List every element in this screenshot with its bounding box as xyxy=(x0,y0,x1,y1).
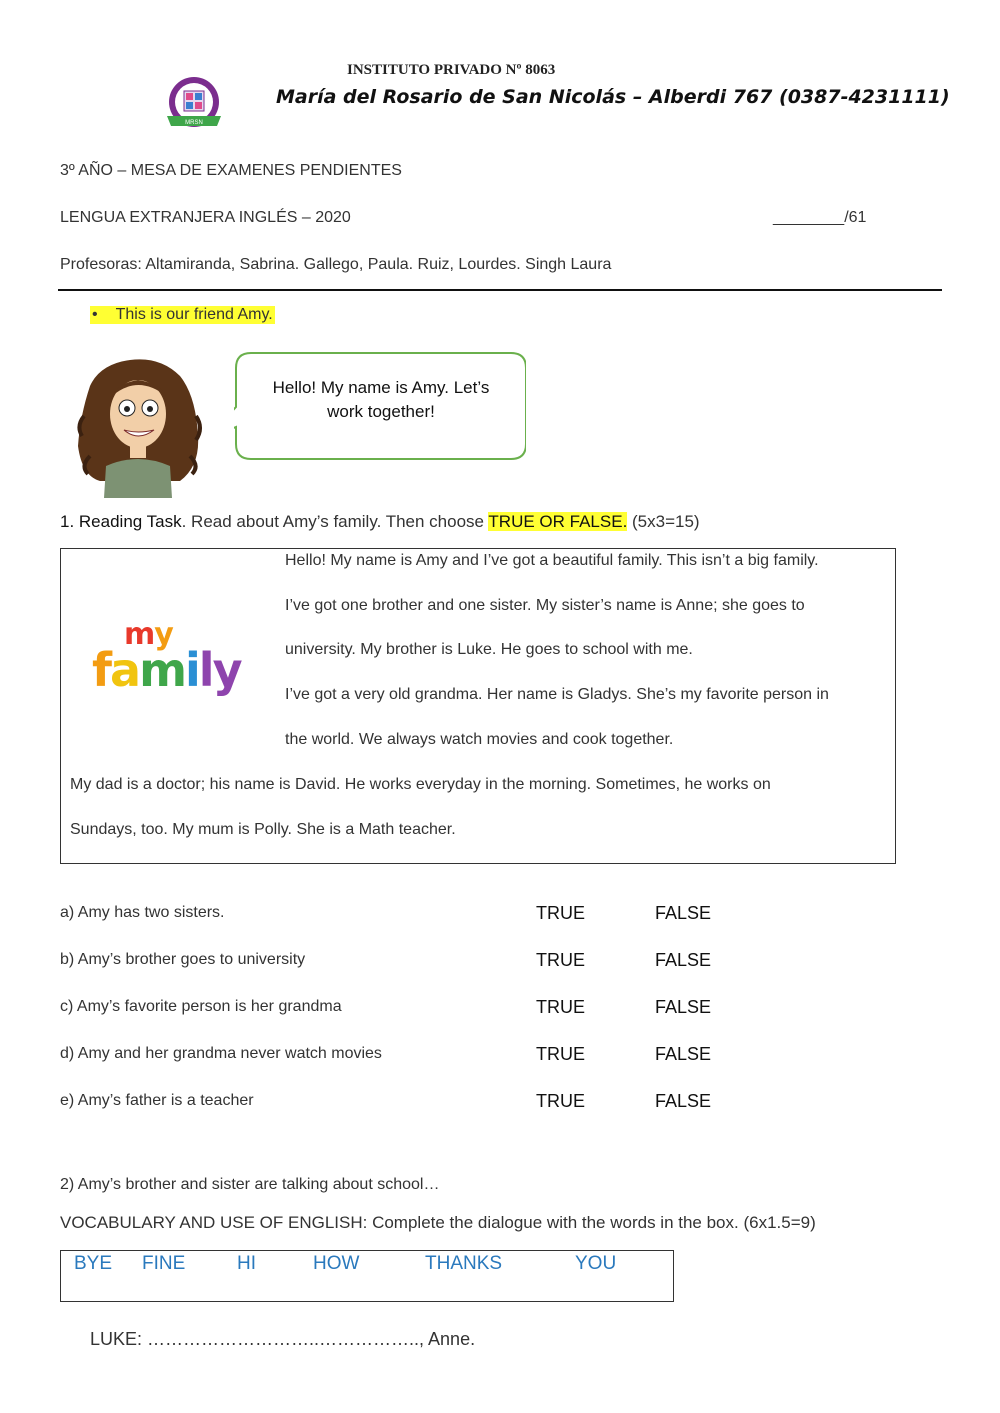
word-bye: BYE xyxy=(74,1253,113,1274)
true-false-highlight: TRUE OR FALSE. xyxy=(488,512,628,531)
word-you: YOU xyxy=(575,1253,617,1274)
amy-illustration xyxy=(70,356,210,498)
dialogue-line-luke[interactable]: LUKE: ………………………..…………….., Anne. xyxy=(90,1329,476,1349)
reading-task-heading xyxy=(60,512,700,532)
logo-my: my xyxy=(124,617,173,652)
reading-task-instruction: . Read about Amy’s family. Then choose xyxy=(181,512,489,531)
false-option-e[interactable]: FALSE xyxy=(655,1091,712,1111)
word-fine: FINE xyxy=(142,1253,186,1274)
word-thanks: THANKS xyxy=(425,1253,503,1274)
subject-line: LENGUA EXTRANJERA INGLÉS – 2020 xyxy=(60,209,351,226)
false-option-b[interactable]: FALSE xyxy=(655,950,712,970)
true-option-a[interactable]: TRUE xyxy=(536,903,585,923)
question-e: e) Amy’s father is a teacher xyxy=(60,1092,254,1109)
speech-bubble-text: Hello! My name is Amy. Let’s work together! xyxy=(272,378,490,421)
false-option-d[interactable]: FALSE xyxy=(655,1044,712,1064)
paragraph-line: Sundays, too. My mum is Polly. She is a Math teacher. xyxy=(70,821,456,838)
school-logo xyxy=(163,76,225,132)
paragraph-line: the world. We always watch movies and cook together. xyxy=(285,731,674,748)
institute-name: INSTITUTO PRIVADO Nº 8063 xyxy=(347,62,556,78)
score-field: ________/61 xyxy=(773,209,867,226)
paragraph-line: I’ve got one brother and one sister. My sister’s name is Anne; she goes to xyxy=(285,597,805,614)
logo-text: MRSN xyxy=(185,120,203,126)
true-option-c[interactable]: TRUE xyxy=(536,997,585,1017)
intro-bullet-text: This is our friend Amy. xyxy=(115,306,273,323)
header-divider xyxy=(58,289,942,291)
intro-bullet xyxy=(90,306,275,324)
reading-task-points: (5x3=15) xyxy=(627,512,700,531)
bullet-dot: • xyxy=(92,306,98,323)
true-option-d[interactable]: TRUE xyxy=(536,1044,585,1064)
word-hi: HI xyxy=(237,1253,256,1274)
paragraph-line: Hello! My name is Amy and I’ve got a beautiful family. This isn’t a big family. xyxy=(285,552,819,569)
school-name: María del Rosario de San Nicolás – Alberdi 767 (0387-4231111) xyxy=(276,86,950,108)
false-option-c[interactable]: FALSE xyxy=(655,997,712,1017)
my-family-logo xyxy=(92,617,267,710)
false-option-a[interactable]: FALSE xyxy=(655,903,712,923)
paragraph-line: My dad is a doctor; his name is David. He works everyday in the morning. Sometimes, he works on xyxy=(70,776,771,793)
paragraph-line: university. My brother is Luke. He goes to school with me. xyxy=(285,641,693,658)
logo-family: family xyxy=(92,643,241,697)
question-c: c) Amy’s favorite person is her grandma xyxy=(60,998,342,1015)
year-line: 3º AÑO – MESA DE EXAMENES PENDIENTES xyxy=(60,162,402,179)
question-d: d) Amy and her grandma never watch movies xyxy=(60,1045,382,1062)
word-how: HOW xyxy=(313,1253,360,1274)
teachers-line: Profesoras: Altamiranda, Sabrina. Gallego, Paula. Ruiz, Lourdes. Singh Laura xyxy=(60,256,612,273)
true-option-b[interactable]: TRUE xyxy=(536,950,585,970)
true-option-e[interactable]: TRUE xyxy=(536,1091,585,1111)
reading-task-label: 1. Reading Task xyxy=(60,512,182,531)
paragraph-line: I’ve got a very old grandma. Her name is Gladys. She’s my favorite person in xyxy=(285,686,829,703)
question-a: a) Amy has two sisters. xyxy=(60,904,225,921)
section2-intro: 2) Amy’s brother and sister are talking about school… xyxy=(60,1176,440,1193)
section2-title: VOCABULARY AND USE OF ENGLISH: Complete the dialogue with the words in the box. (6x1.5=9) xyxy=(60,1213,816,1232)
question-b: b) Amy’s brother goes to university xyxy=(60,951,306,968)
